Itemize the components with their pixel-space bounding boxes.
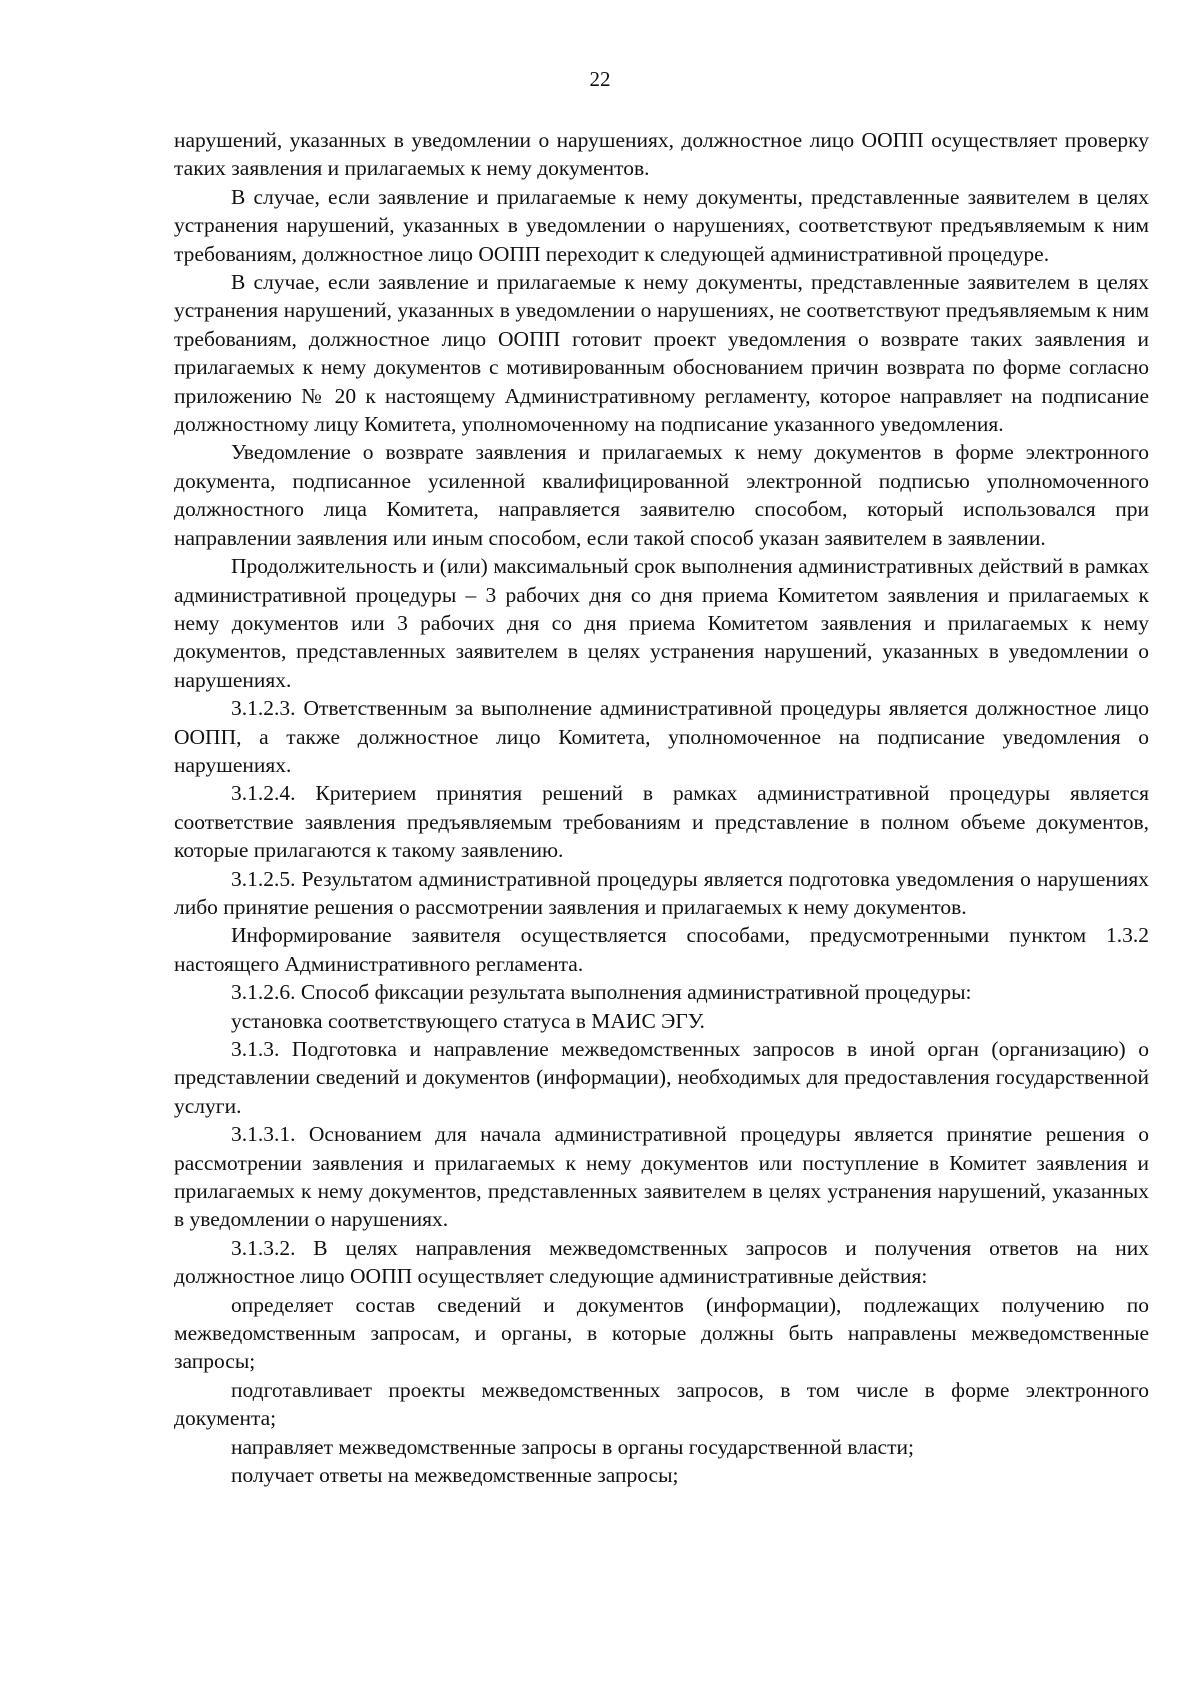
paragraph: В случае, если заявление и прилагаемые к нему документы, представленные заявителем в целях устранения нарушений, указанных в уведомлении о нарушениях, соответствуют предъявляемым к ним требованиям, должностное лицо ООПП переходит к следующей административной процедуре. bbox=[174, 184, 1149, 266]
paragraph: Информирование заявителя осуществляется способами, предусмотренными пунктом 1.3.2 настоящего Административного регламента. bbox=[174, 923, 1149, 976]
paragraph: 3.1.2.6. Способ фиксации результата выполнения административной процедуры: bbox=[231, 980, 972, 1005]
paragraph: нарушений, указанных в уведомлении о нарушениях, должностное лицо ООПП осуществляет проверку таких заявления и прилагаемых к нему документов. bbox=[174, 128, 1149, 181]
paragraph: установка соответствующего статуса в МАИС ЭГУ. bbox=[231, 1008, 705, 1033]
page-number: 22 bbox=[589, 67, 611, 91]
paragraph: 3.1.2.3. Ответственным за выполнение административной процедуры является должностное лицо ООПП, а также должностное лицо Комитета, уполномоченное на подписание уведомления о нарушениях. bbox=[174, 696, 1149, 777]
paragraph: получает ответы на межведомственные запросы; bbox=[231, 1463, 679, 1488]
paragraph: определяет состав сведений и документов (информации), подлежащих получению по межведомственным запросам, и органы, в которые должны быть направлены межведомственные запросы; bbox=[174, 1292, 1149, 1374]
document-body bbox=[174, 126, 1149, 1490]
paragraph: направляет межведомственные запросы в органы государственной власти; bbox=[231, 1434, 914, 1459]
paragraph: В случае, если заявление и прилагаемые к нему документы, представленные заявителем в целях устранения нарушений, указанных в уведомлении о нарушениях, не соответствуют предъявляемым к ним требованиям, должностное лицо ООПП готовит проект уведомления о возврате таких заявления и прилагаемых к нему документов с мотивированным обоснованием причин возврата по форме согласно приложению № 20 к настоящему Административному регламенту, которое направляет на подписание должностному лицу Комитета, уполномоченному на подписание указанного уведомления. bbox=[174, 270, 1149, 437]
paragraph: Уведомление о возврате заявления и прилагаемых к нему документов в форме электронного документа, подписанное усиленной квалифицированной электронной подписью уполномоченного должностного лица Комитета, направляется заявителю способом, который использовался при направлении заявления или иным способом, если такой способ указан заявителем в заявлении. bbox=[174, 440, 1149, 550]
paragraph: Продолжительность и (или) максимальный срок выполнения административных действий в рамках административной процедуры – 3 рабочих дня со дня приема Комитетом заявления и прилагаемых к нему документов или 3 рабочих дня со дня приема Комитетом заявления и прилагаемых к нему документов, представленных заявителем в целях устранения нарушений, указанных в уведомлении о нарушениях. bbox=[174, 554, 1149, 692]
paragraph: 3.1.3.2. В целях направления межведомственных запросов и получения ответов на них должностное лицо ООПП осуществляет следующие административные действия: bbox=[174, 1235, 1149, 1289]
paragraph: 3.1.2.5. Результатом административной процедуры является подготовка уведомления о нарушениях либо принятие решения о рассмотрении заявления и прилагаемых к нему документов. bbox=[174, 866, 1149, 919]
paragraph: подготавливает проекты межведомственных запросов, в том числе в форме электронного документа; bbox=[174, 1377, 1149, 1431]
paragraph: 3.1.3.1. Основанием для начала административной процедуры является принятие решения о рассмотрении заявления и прилагаемых к нему документов или поступление в Комитет заявления и прилагаемых к нему документов, представленных заявителем в целях устранения нарушений, указанных в уведомлении о нарушениях. bbox=[174, 1122, 1149, 1232]
paragraph: 3.1.3. Подготовка и направление межведомственных запросов в иной орган (организацию) о представлении сведений и документов (информации), необходимых для предоставления государственной услуги. bbox=[174, 1037, 1149, 1118]
paragraph: 3.1.2.4. Критерием принятия решений в рамках административной процедуры является соответствие заявления предъявляемым требованиям и представление в полном объеме документов, которые прилагаются к такому заявлению. bbox=[174, 781, 1149, 863]
